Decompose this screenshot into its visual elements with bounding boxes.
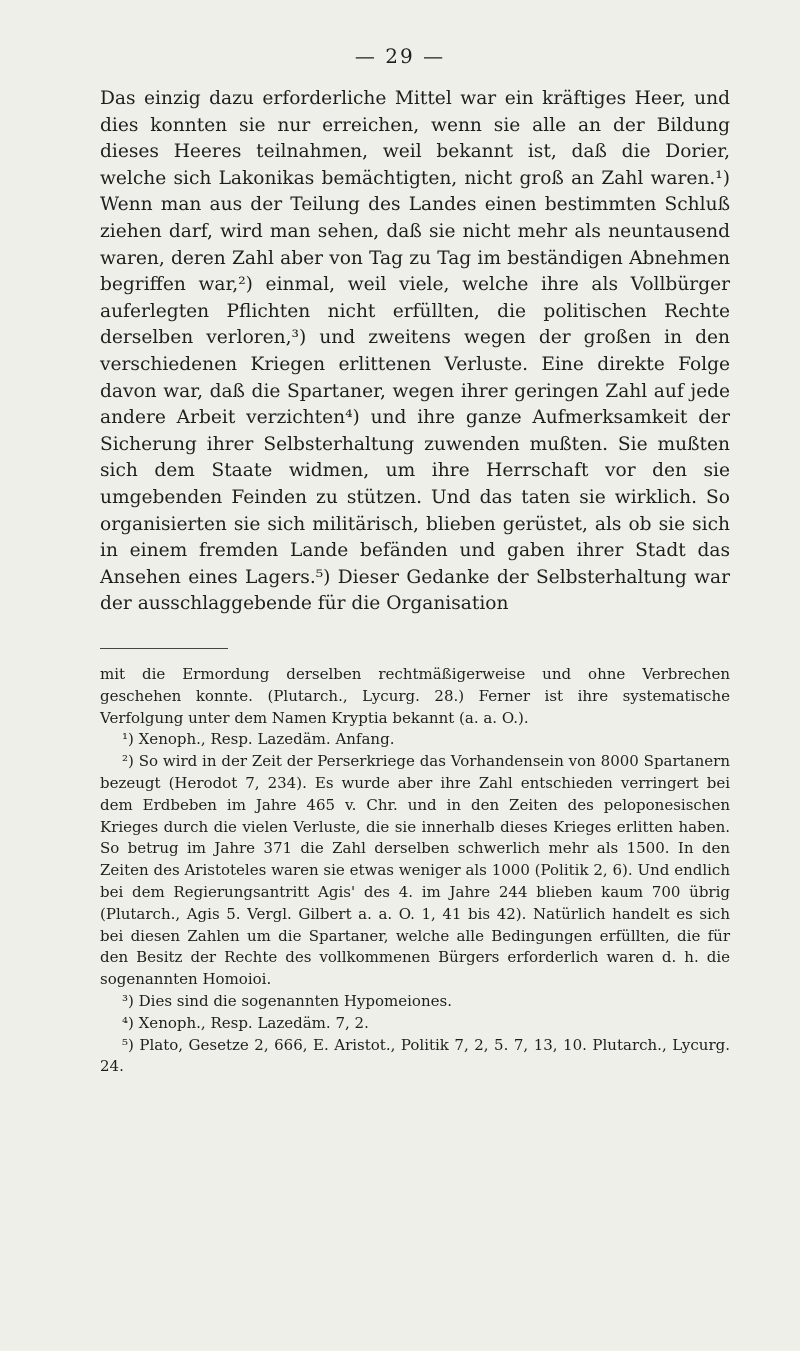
footnote-5: ⁵) Plato, Gesetze 2, 666, E. Aristot., Politik 7, 2, 5. 7, 13, 10. Plutarch., Lycurg. 24. — [100, 1035, 730, 1076]
footnote-2: ²) So wird in der Zeit der Perserkriege das Vorhandensein von 8000 Spartanern bezeugt (Herodot 7, 234). Es wurde aber ihre Zahl entschieden verringert bei dem Erdbeben im Jahre 465 v. Chr. und in den Zeiten des peloponesischen Krieges durch die vielen Verluste, die sie innerhalb dieses Krieges erlitten haben. So betrug im Jahre 371 die Zahl derselben schwerlich mehr als 1500. In den Zeiten des Aristoteles waren sie etwas weniger als 1000 (Politik 2, 6). Und endlich bei dem Regierungsantritt Agis' des 4. im Jahre 244 blieben kaum 700 übrig (Plutarch., Agis 5. Vergl. Gilbert a. a. O. 1, 41 bis 42). Natürlich handelt es sich bei diesen Zahlen um die Spartaner, welche alle Bedingungen erfüllten, die für den Besitz der Rechte des vollkommenen Bürgers erforderlich waren d. h. die sogenannten Homoioi. — [100, 752, 730, 989]
footnote-4: ⁴) Xenoph., Resp. Lazedäm. 7, 2. — [122, 1013, 369, 1032]
footnote-3: ³) Dies sind die sogenannten Hypomeiones. — [122, 991, 452, 1010]
page-number: — 29 — — [354, 44, 446, 68]
footnote-1: ¹) Xenoph., Resp. Lazedäm. Anfang. — [122, 730, 395, 749]
body-paragraph: Das einzig dazu erforderliche Mittel war ein kräftiges Heer, und dies konnten sie nur erreichen, wenn sie alle an der Bildung dieses Heeres teilnahmen, weil bekannt ist, daß die Dorier, welche sich Lakonikas bemächtigten, nicht groß an Zahl waren.¹) Wenn man aus der Teilung des Landes einen bestimmten Schluß ziehen darf, wird man sehen, daß sie nicht mehr als neuntausend waren, deren Zahl aber von Tag zu Tag im beständigen Abnehmen begriffen war,²) einmal, weil viele, welche ihre als Vollbürger auferlegten Pflichten nicht erfüllten, die politischen Rechte derselben verloren,³) und zweitens wegen der großen in den verschiedenen Kriegen erlittenen Verluste. Eine direkte Folge davon war, daß die Spartaner, wegen ihrer geringen Zahl auf jede andere Arbeit verzichten⁴) und ihre ganze Aufmerksamkeit der Sicherung ihrer Selbsterhaltung zuwenden mußten. Sie mußten sich dem Staate widmen, um ihre Herrschaft vor den sie umgebenden Feinden zu stützen. Und das taten sie wirklich. So organisierten sie sich militärisch, blieben gerüstet, als ob sie sich in einem fremden Lande befänden und gaben ihrer Stadt das Ansehen eines Lagers.⁵) Dieser Gedanke der Selbsterhaltung war der ausschlaggebende für die Organisation — [100, 88, 730, 615]
footnote-divider — [100, 648, 228, 649]
footnotes — [100, 664, 730, 1078]
footnote-continuation: mit die Ermordung derselben rechtmäßigerweise und ohne Verbrechen geschehen konnte. (Plutarch., Lycurg. 28.) Ferner ist ihre systematische Verfolgung unter dem Namen Kryptia bekannt (a. a. O.). — [100, 665, 730, 727]
